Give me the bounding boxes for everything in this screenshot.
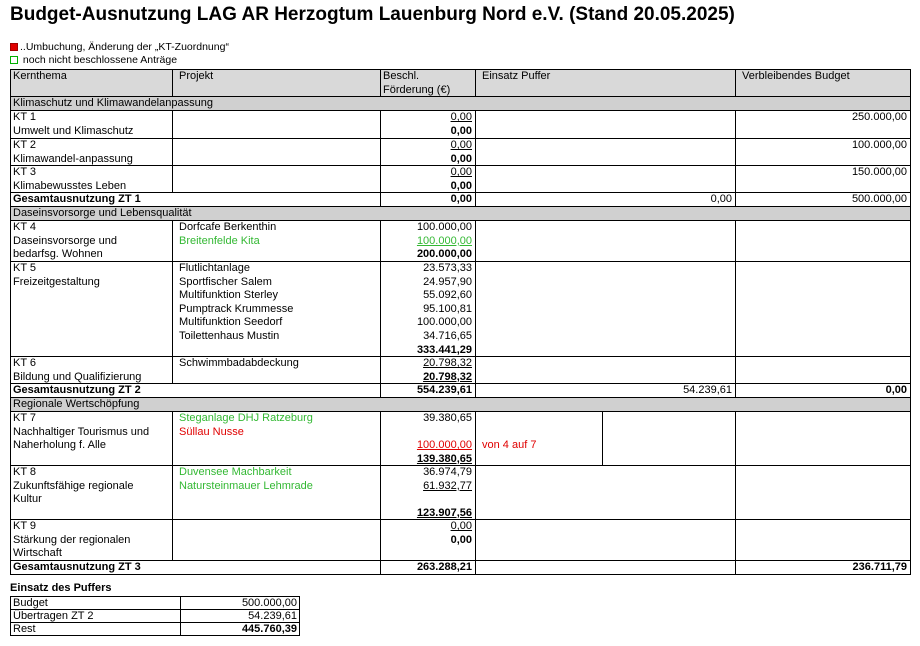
header-foerderung: Beschl. Förderung (€) [380, 70, 475, 96]
table-row-kt2: KT 2 Klimawandel-anpassung 0,00 0,00 100.000,00 [10, 139, 911, 166]
table-row: Budget 500.000,00 [11, 597, 300, 610]
legend-nicht-beschlossen [10, 54, 177, 66]
total-row-zt2: Gesamtausnutzung ZT 2 554.239,61 54.239,61 0,00 [10, 384, 911, 398]
table-row-kt6: KT 6 Bildung und Qualifizierung Schwimmbadabdeckung 20.798,32 20.798,32 [10, 357, 911, 384]
table-row-kt9: KT 9 Stärkung der regionalen Wirtschaft 0,00 0,00 [10, 520, 911, 561]
section-zt1: Klimaschutz und Klimawandelanpassung [10, 97, 911, 111]
table-row-kt8: KT 8 Zukunftsfähige regionale Kultur Duvensee Machbarkeit Natursteinmauer Lehmrade 36.974,79 61.932,77 123.907,56 [10, 466, 911, 520]
total-row-zt3: Gesamtausnutzung ZT 3 263.288,21 236.711,79 [10, 561, 911, 575]
section-zt2: Daseinsvorsorge und Lebensqualität [10, 207, 911, 221]
budget-kt2: 100.000,00 [735, 139, 910, 165]
table-row: Übertragen ZT 2 54.239,61 [11, 610, 300, 623]
header-puffer: Einsatz Puffer [475, 70, 735, 96]
note-umbuchung: von 4 auf 7 [482, 439, 537, 452]
green-square-icon [10, 56, 18, 64]
budget-kt3: 150.000,00 [735, 166, 910, 192]
puffer-table [10, 596, 300, 636]
table-row: Rest 445.760,39 [11, 623, 300, 636]
total-row-zt1: Gesamtausnutzung ZT 1 0,00 0,00 500.000,00 [10, 193, 911, 207]
budget-kt1: 250.000,00 [735, 111, 910, 138]
budget-table [10, 69, 911, 575]
table-row-kt5: KT 5 Freizeitgestaltung Flutlichtanlage Sportfischer Salem Multifunktion Sterley Pumptrack Krummesse Multifunktion Seedorf Toilettenhaus Mustin 23.573,33 24.957,90 55.092,60 95.100,81 100.000,00 34.716,65 333.441,29 [10, 262, 911, 357]
header-kernthema: Kernthema [13, 70, 67, 82]
table-row-kt3: KT 3 Klimabewusstes Leben 0,00 0,00 150.000,00 [10, 166, 911, 193]
legend-umbuchung [10, 41, 229, 53]
legend-red-text: ..Umbuchung, Änderung der „KT-Zuordnung“ [20, 41, 229, 53]
puffer-title: Einsatz des Puffers [10, 582, 112, 594]
legend-green-text: noch nicht beschlossene Anträge [22, 54, 178, 66]
table-header [10, 69, 911, 97]
red-square-icon [10, 43, 18, 51]
section-zt3: Regionale Wertschöpfung [10, 398, 911, 412]
table-row-kt1: KT 1 Umwelt und Klimaschutz 0,00 0,00 250.000,00 [10, 111, 911, 139]
header-projekt: Projekt [172, 70, 380, 96]
header-budget: Verbleibendes Budget [735, 70, 910, 96]
table-row-kt4: KT 4 Daseinsvorsorge und bedarfsg. Wohnen Dorfcafe Berkenthin Breitenfelde Kita 100.000,00 100.000,00 200.000,00 [10, 221, 911, 262]
table-row-kt7: KT 7 Nachhaltiger Tourismus und Naherholung f. Alle Steganlage DHJ Ratzeburg Süllau Nusse 39.380,65 100.000,00 139.380,65 von 4 auf 7 [10, 412, 911, 466]
page-title: Budget-Ausnutzung LAG AR Herzogtum Lauenburg Nord e.V. (Stand 20.05.2025) [10, 4, 735, 25]
